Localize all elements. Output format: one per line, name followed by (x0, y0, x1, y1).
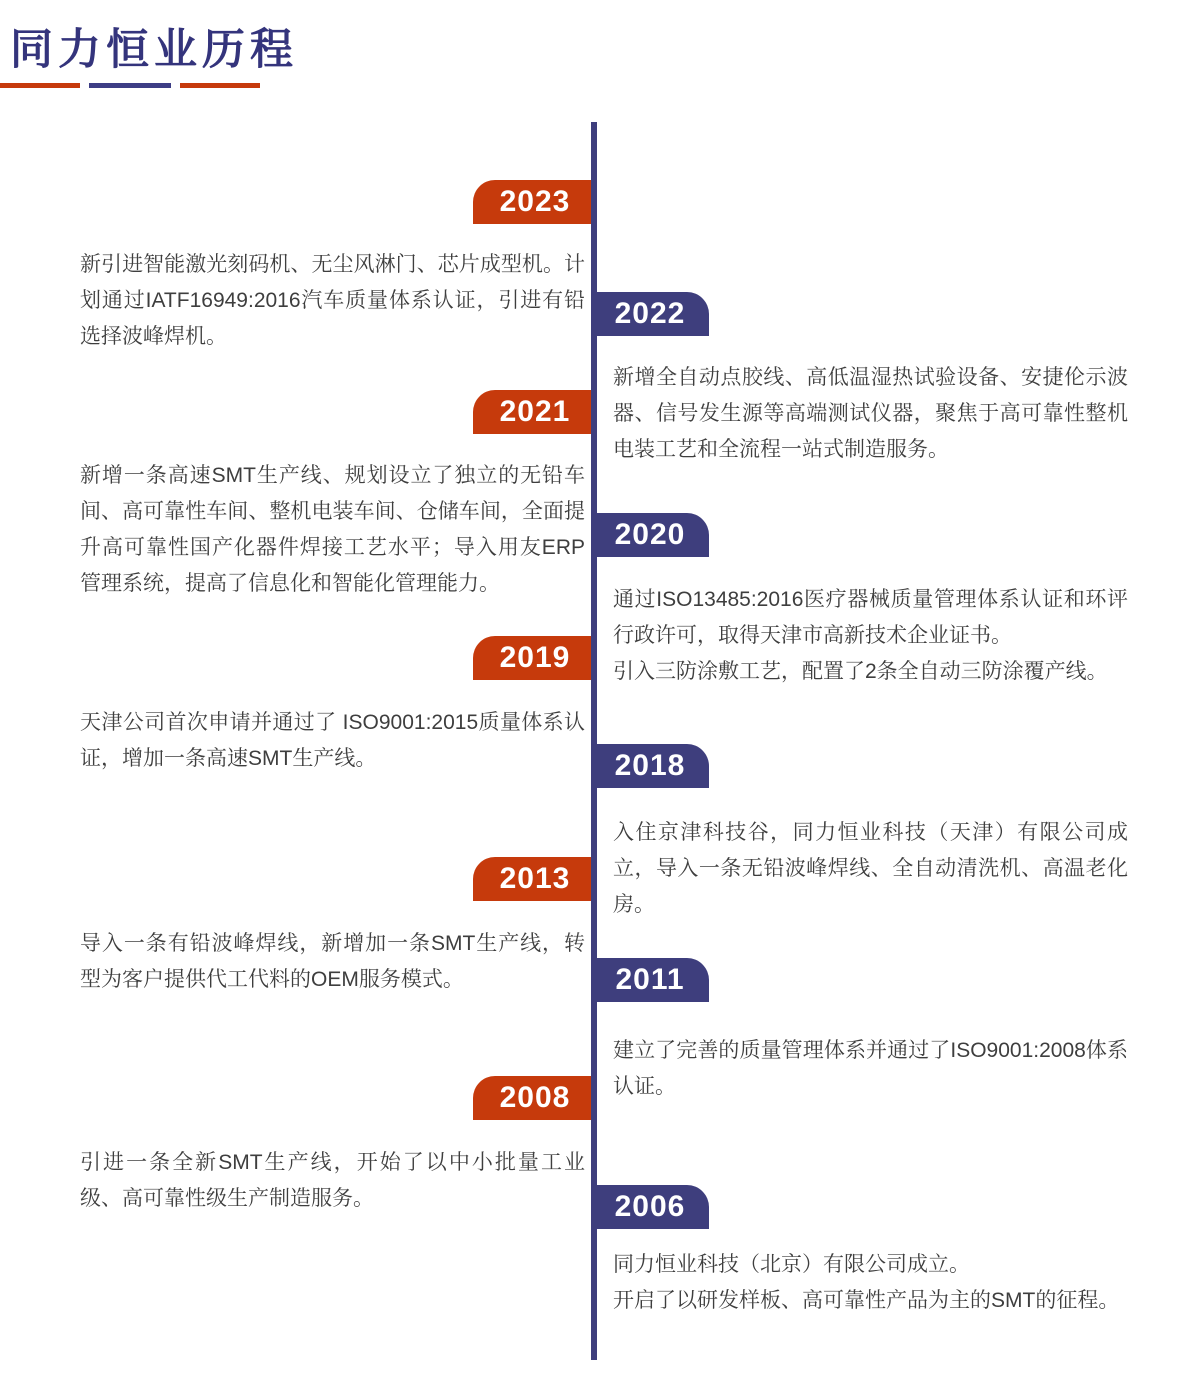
year-badge-2019: 2019 (473, 636, 597, 680)
milestone-paragraph: 同力恒业科技（北京）有限公司成立。 (613, 1253, 970, 1276)
milestone-paragraph: 新引进智能激光刻码机、无尘风淋门、芯片成型机。计划通过IATF16949:2016汽车质量体系认证，引进有铅选择波峰焊机。 (80, 253, 585, 348)
milestone-paragraph: 建立了完善的质量管理体系并通过了ISO9001:2008体系认证。 (613, 1039, 1128, 1098)
milestone-text-2023 (80, 247, 585, 355)
milestone-paragraph: 导入一条有铅波峰焊线，新增加一条SMT生产线，转型为客户提供代工代料的OEM服务模式。 (80, 932, 585, 991)
page-title: 同力恒业历程 (10, 26, 298, 74)
milestone-paragraph: 引进一条全新SMT生产线，开始了以中小批量工业级、高可靠性级生产制造服务。 (80, 1151, 585, 1210)
year-badge-2006: 2006 (591, 1185, 709, 1229)
year-badge-2018: 2018 (591, 744, 709, 788)
title-underline-segment-1 (0, 83, 80, 88)
milestone-text-2018 (613, 815, 1128, 923)
milestone-text-2011 (613, 1033, 1128, 1105)
milestone-text-2020 (613, 582, 1128, 690)
milestone-text-2008 (80, 1145, 585, 1217)
milestone-paragraph: 入住京津科技谷，同力恒业科技（天津）有限公司成立，导入一条无铅波峰焊线、全自动清洗机、高温老化房。 (613, 821, 1128, 916)
milestone-text-2013 (80, 926, 585, 998)
year-badge-2021: 2021 (473, 390, 597, 434)
milestone-paragraph: 天津公司首次申请并通过了 ISO9001:2015质量体系认证，增加一条高速SMT生产线。 (80, 711, 585, 770)
milestone-paragraph: 开启了以研发样板、高可靠性产品为主的SMT的征程。 (613, 1289, 1120, 1312)
milestone-paragraph: 通过ISO13485:2016医疗器械质量管理体系认证和环评行政许可，取得天津市高新技术企业证书。 (613, 588, 1128, 647)
milestone-paragraph: 新增一条高速SMT生产线、规划设立了独立的无铅车间、高可靠性车间、整机电装车间、仓储车间，全面提升高可靠性国产化器件焊接工艺水平；导入用友ERP管理系统，提高了信息化和智能化管理能力。 (80, 464, 585, 595)
milestone-paragraph: 新增全自动点胶线、高低温湿热试验设备、安捷伦示波器、信号发生源等高端测试仪器，聚焦于高可靠性整机电装工艺和全流程一站式制造服务。 (613, 366, 1128, 461)
year-badge-2011: 2011 (591, 958, 709, 1002)
year-badge-2023: 2023 (473, 180, 597, 224)
title-underline-segment-3 (180, 83, 260, 88)
year-badge-2020: 2020 (591, 513, 709, 557)
milestone-text-2019 (80, 705, 585, 777)
year-badge-2022: 2022 (591, 292, 709, 336)
milestone-text-2006 (613, 1247, 1128, 1319)
milestone-text-2021 (80, 458, 585, 602)
year-badge-2008: 2008 (473, 1076, 597, 1120)
milestone-text-2022 (613, 360, 1128, 468)
milestone-paragraph: 引入三防涂敷工艺，配置了2条全自动三防涂覆产线。 (613, 660, 1108, 683)
year-badge-2013: 2013 (473, 857, 597, 901)
title-underline-segment-2 (89, 83, 171, 88)
timeline-axis-line (591, 122, 597, 1360)
